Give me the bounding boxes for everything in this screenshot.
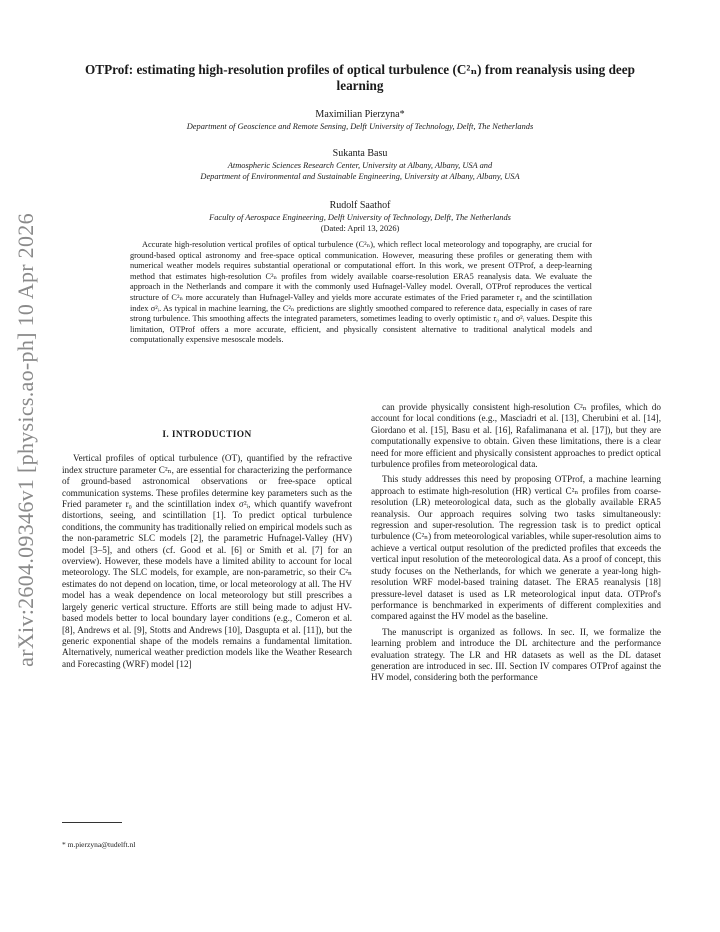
author-affiliation: Faculty of Aerospace Engineering, Delft University of Technology, Delft, The Netherlands bbox=[209, 213, 511, 222]
author-affiliation: Department of Environmental and Sustainable Engineering, University at Albany, Albany, USA bbox=[200, 172, 520, 181]
author-name: Maximilian Pierzyna* bbox=[315, 109, 405, 120]
paper-title: OTProf: estimating high-resolution profiles of optical turbulence (C²ₙ) from reanalysis using deep learning bbox=[85, 62, 635, 93]
arxiv-side-stamp bbox=[4, 213, 48, 667]
author-block-1 bbox=[60, 109, 660, 132]
author-affiliation: Atmospheric Sciences Research Center, University at Albany, Albany, USA and bbox=[227, 161, 493, 170]
body-paragraph: This study addresses this need by proposing OTProf, a machine learning approach to estimate high-resolution (HR) vertical C²ₙ profiles from coarse-resolution (LR) meteorological data, such as the globally available ERA5 reanalysis. Our approach requires solving two tasks simultaneously: regression and super-resolution. The regression task is to predict optical turbulence (C²ₙ) from meteorological variables, while super-resolution aims to achieve a vertical output resolution of the predicted profiles that exceeds the vertical input resolution of the meteorological data. As a proof of concept, this study focuses on the Netherlands, for which we generate a year-long high-resolution WRF model-based training dataset. The ERA5 reanalysis [18] pressure-level dataset is used as LR meteorological input data. OTProf's performance is benchmarked in experiments of different complexities and compared against the HV model as the baseline. bbox=[371, 474, 661, 622]
abstract: Accurate high-resolution vertical profiles of optical turbulence (C²ₙ), which reflect local meteorology and topography, are crucial for ground-based optical astronomy and free-space optical communication. However, measuring these profiles or generating them with numerical weather models requires substantial operational or computational effort. In this work, we present OTProf, a deep-learning method that estimates high-resolution C²ₙ profiles from widely available coarse-resolution ERA5 reanalysis data. We evaluate the approach in the Netherlands and compare it with the commonly used Hufnagel-Valley model. Overall, OTProf reproduces the vertical structure of C²ₙ more accurately than Hufnagel-Valley and yields more accurate estimates of the Fried parameter r₀ and the scintillation index σ²ᵢ. As typical in machine learning, the C²ₙ predictions are slightly smoothed compared to reference data, especially in cases of rare strong turbulence. This smoothing affects the integrated parameters, sometimes leading to overly optimistic r₀ and σ²ᵢ values. Despite this limitation, OTProf offers a more accurate, efficient, and physically consistent alternative to traditional analytical models and computationally expensive mesoscale models. bbox=[130, 240, 592, 345]
author-block-2 bbox=[60, 148, 660, 182]
dated-line: (Dated: April 13, 2026) bbox=[320, 224, 400, 233]
body-paragraph: The manuscript is organized as follows. In sec. II, we formalize the learning problem and introduce the DL architecture and the performance evaluation strategy. The LR and HR datasets as well as the DL dataset generation are introduced in sec. III. Section IV compares OTProf against the HV model, considering both the performance bbox=[371, 626, 661, 683]
body-paragraph: Vertical profiles of optical turbulence (OT), quantified by the refractive index structure parameter C²ₙ, are essential for characterizing the performance of ground-based astronomical observations or free-space optical communication systems. These profiles determine key parameters such as the Fried parameter r₀ and the scintillation index σ²ᵢ, which quantify wavefront distortions, seeing, and scintillation [1]. To predict optical turbulence conditions, the community has traditionally relied on empirical models such as the non-parametric SLC models [2], the parametric Hufnagel-Valley (HV) model [3–5], and others (cf. Good et al. [6] or Smith et al. [7] for an overview). However, these models have a limited ability to account for local meteorology. The SLC models, for example, are non-parametric, so their C²ₙ estimates do not depend on location, time, or local meteorology at all. The HV model has a weak dependence on local meteorology but still prescribes a largely generic vertical structure. Efforts are still being made to adjust HV-based models better to local boundary layer conditions (e.g., Comeron et al. [8], Andrews et al. [9], Stotts and Andrews [10], Dasgupta et al. [11]), but the generic exponential shape of the models remains a fundamental limitation. Alternatively, numerical weather prediction models like the Weather Research and Forecasting (WRF) model [12] bbox=[62, 453, 352, 669]
section-heading: I. INTRODUCTION bbox=[162, 430, 252, 440]
body-paragraph: can provide physically consistent high-resolution C²ₙ profiles, which do account for local conditions (e.g., Masciadri et al. [13], Cherubini et al. [14], Giordano et al. [15], Basu et al. [16], Rafalimanana et al. [17]), but they are computationally expensive to obtain. Given these limitations, there is a clear need for more efficient and physically consistent approaches to predict optical turbulence profiles from meteorological data. bbox=[371, 402, 661, 470]
author-block-3 bbox=[60, 200, 660, 234]
footnote-rule bbox=[62, 822, 122, 823]
author-affiliation: Department of Geoscience and Remote Sensing, Delft University of Technology, Delft, The Netherlands bbox=[186, 122, 534, 131]
author-name: Sukanta Basu bbox=[332, 148, 388, 159]
left-column bbox=[62, 430, 352, 670]
arxiv-identifier: arXiv:2604.09346v1 [physics.ao-ph] 10 Apr 2026 bbox=[13, 213, 38, 667]
footnote: * m.pierzyna@tudelft.nl bbox=[62, 840, 136, 849]
right-column bbox=[371, 402, 661, 684]
author-name: Rudolf Saathof bbox=[329, 200, 391, 211]
